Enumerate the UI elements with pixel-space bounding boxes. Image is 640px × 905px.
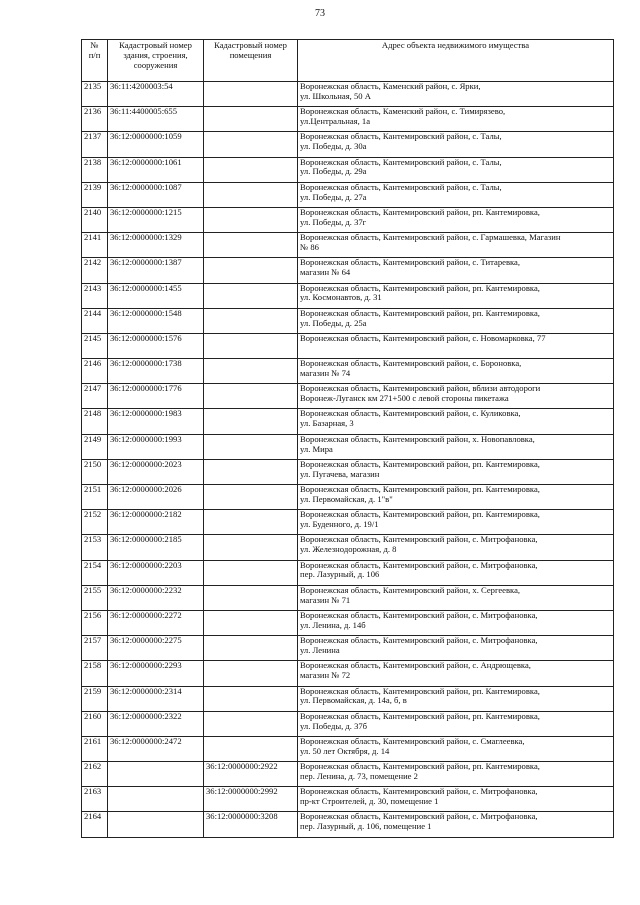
table-row <box>82 736 614 761</box>
object-address: Воронежская область, Кантемировский район, с. Бороновка, магазин № 74 <box>298 359 614 384</box>
object-address: Воронежская область, Кантемировский район, с. Новомарковка, 77 <box>298 333 614 358</box>
object-address: Воронежская область, Кантемировский район, х. Сергеевка, магазин № 71 <box>298 585 614 610</box>
object-address: Воронежская область, Каменский район, с. Ярки, ул. Школьная, 50 А <box>298 82 614 107</box>
object-address: Воронежская область, Кантемировский район, с. Талы, ул. Победы, д. 27а <box>298 182 614 207</box>
object-address: Воронежская область, Кантемировский район, рп. Кантемировка, ул. Буденного, д. 19/1 <box>298 510 614 535</box>
row-number: 2155 <box>82 585 108 610</box>
building-cadastral-number: 36:12:0000000:1061 <box>108 157 204 182</box>
object-address: Воронежская область, Кантемировский район, рп. Кантемировка, ул. Победы, д. 37г <box>298 207 614 232</box>
row-number: 2153 <box>82 535 108 560</box>
building-cadastral-number: 36:12:0000000:1993 <box>108 434 204 459</box>
building-cadastral-number: 36:12:0000000:2185 <box>108 535 204 560</box>
row-number: 2147 <box>82 384 108 409</box>
row-number: 2152 <box>82 510 108 535</box>
room-cadastral-number <box>204 359 298 384</box>
row-number: 2136 <box>82 107 108 132</box>
building-cadastral-number: 36:11:4400005:655 <box>108 107 204 132</box>
room-cadastral-number <box>204 636 298 661</box>
object-address: Воронежская область, Кантемировский район, с. Митрофановка, пер. Лазурный, д. 106 <box>298 560 614 585</box>
room-cadastral-number <box>204 132 298 157</box>
room-cadastral-number <box>204 107 298 132</box>
building-cadastral-number: 36:12:0000000:2314 <box>108 686 204 711</box>
header-number: № п/п <box>82 40 108 82</box>
row-number: 2164 <box>82 812 108 837</box>
table-row <box>82 711 614 736</box>
room-cadastral-number <box>204 283 298 308</box>
room-cadastral-number <box>204 233 298 258</box>
building-cadastral-number: 36:12:0000000:2472 <box>108 736 204 761</box>
building-cadastral-number: 36:12:0000000:1455 <box>108 283 204 308</box>
room-cadastral-number <box>204 157 298 182</box>
row-number: 2154 <box>82 560 108 585</box>
table-row <box>82 585 614 610</box>
room-cadastral-number <box>204 535 298 560</box>
room-cadastral-number <box>204 82 298 107</box>
building-cadastral-number <box>108 762 204 787</box>
table-row <box>82 510 614 535</box>
object-address: Воронежская область, Кантемировский район, с. Митрофановка, пр-кт Строителей, д. 30, помещение 1 <box>298 787 614 812</box>
object-address: Воронежская область, Кантемировский район, рп. Кантемировка, пер. Ленина, д. 73, помещение 2 <box>298 762 614 787</box>
table-row <box>82 535 614 560</box>
row-number: 2157 <box>82 636 108 661</box>
object-address: Воронежская область, Кантемировский район, с. Гармашевка, Магазин № 86 <box>298 233 614 258</box>
row-number: 2149 <box>82 434 108 459</box>
building-cadastral-number: 36:12:0000000:2232 <box>108 585 204 610</box>
object-address: Воронежская область, Кантемировский район, рп. Кантемировка, ул. Пугачева, магазин <box>298 459 614 484</box>
row-number: 2140 <box>82 207 108 232</box>
table-row <box>82 661 614 686</box>
object-address: Воронежская область, Кантемировский район, с. Митрофановка, ул. Ленина <box>298 636 614 661</box>
row-number: 2143 <box>82 283 108 308</box>
table-header-row <box>82 40 614 82</box>
row-number: 2138 <box>82 157 108 182</box>
table-row <box>82 157 614 182</box>
row-number: 2141 <box>82 233 108 258</box>
table-row <box>82 686 614 711</box>
building-cadastral-number: 36:12:0000000:1087 <box>108 182 204 207</box>
page-number: 73 <box>315 8 325 19</box>
table-body <box>82 82 614 838</box>
row-number: 2142 <box>82 258 108 283</box>
table-row <box>82 610 614 635</box>
row-number: 2163 <box>82 787 108 812</box>
room-cadastral-number <box>204 182 298 207</box>
table-row <box>82 434 614 459</box>
row-number: 2148 <box>82 409 108 434</box>
row-number: 2137 <box>82 132 108 157</box>
row-number: 2160 <box>82 711 108 736</box>
row-number: 2150 <box>82 459 108 484</box>
table-row <box>82 82 614 107</box>
table-row <box>82 308 614 333</box>
room-cadastral-number <box>204 610 298 635</box>
room-cadastral-number <box>204 384 298 409</box>
object-address: Воронежская область, Кантемировский район, рп. Кантемировка, ул. Космонавтов, д. 31 <box>298 283 614 308</box>
building-cadastral-number: 36:12:0000000:1776 <box>108 384 204 409</box>
object-address: Воронежская область, Кантемировский район, рп. Кантемировка, ул. Первомайская, д. 14а, б, в <box>298 686 614 711</box>
building-cadastral-number: 36:12:0000000:1738 <box>108 359 204 384</box>
room-cadastral-number <box>204 258 298 283</box>
building-cadastral-number: 36:12:0000000:2293 <box>108 661 204 686</box>
room-cadastral-number <box>204 560 298 585</box>
object-address: Воронежская область, Кантемировский район, с. Титаревка, магазин № 64 <box>298 258 614 283</box>
object-address: Воронежская область, Кантемировский район, х. Новопавловка, ул. Мира <box>298 434 614 459</box>
building-cadastral-number: 36:12:0000000:2026 <box>108 485 204 510</box>
room-cadastral-number: 36:12:0000000:2992 <box>204 787 298 812</box>
building-cadastral-number: 36:12:0000000:2322 <box>108 711 204 736</box>
table-row <box>82 409 614 434</box>
row-number: 2161 <box>82 736 108 761</box>
building-cadastral-number: 36:12:0000000:1215 <box>108 207 204 232</box>
table-row <box>82 258 614 283</box>
table-row <box>82 812 614 837</box>
table-row <box>82 182 614 207</box>
room-cadastral-number <box>204 308 298 333</box>
building-cadastral-number: 36:12:0000000:2272 <box>108 610 204 635</box>
room-cadastral-number <box>204 585 298 610</box>
building-cadastral-number <box>108 787 204 812</box>
room-cadastral-number <box>204 409 298 434</box>
room-cadastral-number: 36:12:0000000:2922 <box>204 762 298 787</box>
row-number: 2156 <box>82 610 108 635</box>
row-number: 2162 <box>82 762 108 787</box>
building-cadastral-number: 36:12:0000000:2182 <box>108 510 204 535</box>
building-cadastral-number: 36:12:0000000:2275 <box>108 636 204 661</box>
row-number: 2135 <box>82 82 108 107</box>
row-number: 2158 <box>82 661 108 686</box>
table-row <box>82 107 614 132</box>
room-cadastral-number <box>204 686 298 711</box>
table-row <box>82 762 614 787</box>
object-address: Воронежская область, Кантемировский район, с. Андрющевка, магазин № 72 <box>298 661 614 686</box>
room-cadastral-number <box>204 510 298 535</box>
table-row <box>82 636 614 661</box>
object-address: Воронежская область, Кантемировский район, вблизи автодороги Воронеж-Луганск км 271+500 с левой стороны пикетажа <box>298 384 614 409</box>
object-address: Воронежская область, Кантемировский район, с. Талы, ул. Победы, д. 29а <box>298 157 614 182</box>
table-row <box>82 560 614 585</box>
building-cadastral-number: 36:12:0000000:2023 <box>108 459 204 484</box>
object-address: Воронежская область, Кантемировский район, с. Талы, ул. Победы, д. 30а <box>298 132 614 157</box>
object-address: Воронежская область, Кантемировский район, рп. Кантемировка, ул. Первомайская, д. 1"в" <box>298 485 614 510</box>
object-address: Воронежская область, Кантемировский район, с. Митрофановка, пер. Лазурный, д. 106, помещение 1 <box>298 812 614 837</box>
row-number: 2144 <box>82 308 108 333</box>
building-cadastral-number: 36:12:0000000:1576 <box>108 333 204 358</box>
table-row <box>82 132 614 157</box>
object-address: Воронежская область, Кантемировский район, с. Куликовка, ул. Базарная, 3 <box>298 409 614 434</box>
table-row <box>82 283 614 308</box>
header-room-cadastral: Кадастровый номер помещения <box>204 40 298 82</box>
object-address: Воронежская область, Каменский район, с. Тимирязево, ул.Центральная, 1а <box>298 107 614 132</box>
room-cadastral-number <box>204 459 298 484</box>
row-number: 2159 <box>82 686 108 711</box>
room-cadastral-number <box>204 485 298 510</box>
building-cadastral-number <box>108 812 204 837</box>
building-cadastral-number: 36:12:0000000:1387 <box>108 258 204 283</box>
building-cadastral-number: 36:12:0000000:1329 <box>108 233 204 258</box>
object-address: Воронежская область, Кантемировский район, с. Смаглеевка, ул. 50 лет Октября, д. 14 <box>298 736 614 761</box>
table-row <box>82 359 614 384</box>
object-address: Воронежская область, Кантемировский район, рп. Кантемировка, ул. Победы, д. 25а <box>298 308 614 333</box>
building-cadastral-number: 36:12:0000000:1548 <box>108 308 204 333</box>
room-cadastral-number <box>204 661 298 686</box>
building-cadastral-number: 36:12:0000000:2203 <box>108 560 204 585</box>
table-row <box>82 233 614 258</box>
room-cadastral-number <box>204 207 298 232</box>
table-row <box>82 459 614 484</box>
object-address: Воронежская область, Кантемировский район, с. Митрофановка, ул. Ленина, д. 14б <box>298 610 614 635</box>
table-row <box>82 787 614 812</box>
table-row <box>82 485 614 510</box>
room-cadastral-number <box>204 434 298 459</box>
header-address: Адрес объекта недвижимого имущества <box>298 40 614 82</box>
room-cadastral-number <box>204 333 298 358</box>
building-cadastral-number: 36:11:4200003:54 <box>108 82 204 107</box>
row-number: 2139 <box>82 182 108 207</box>
table-row <box>82 384 614 409</box>
room-cadastral-number <box>204 736 298 761</box>
header-building-cadastral: Кадастровый номер здания, строения, сооружения <box>108 40 204 82</box>
building-cadastral-number: 36:12:0000000:1983 <box>108 409 204 434</box>
building-cadastral-number: 36:12:0000000:1059 <box>108 132 204 157</box>
object-address: Воронежская область, Кантемировский район, рп. Кантемировка, ул. Победы, д. 37б <box>298 711 614 736</box>
object-address: Воронежская область, Кантемировский район, с. Митрофановка, ул. Железнодорожная, д. 8 <box>298 535 614 560</box>
room-cadastral-number: 36:12:0000000:3208 <box>204 812 298 837</box>
room-cadastral-number <box>204 711 298 736</box>
row-number: 2151 <box>82 485 108 510</box>
row-number: 2146 <box>82 359 108 384</box>
property-register-table <box>81 39 614 838</box>
row-number: 2145 <box>82 333 108 358</box>
table-row <box>82 333 614 358</box>
table-row <box>82 207 614 232</box>
